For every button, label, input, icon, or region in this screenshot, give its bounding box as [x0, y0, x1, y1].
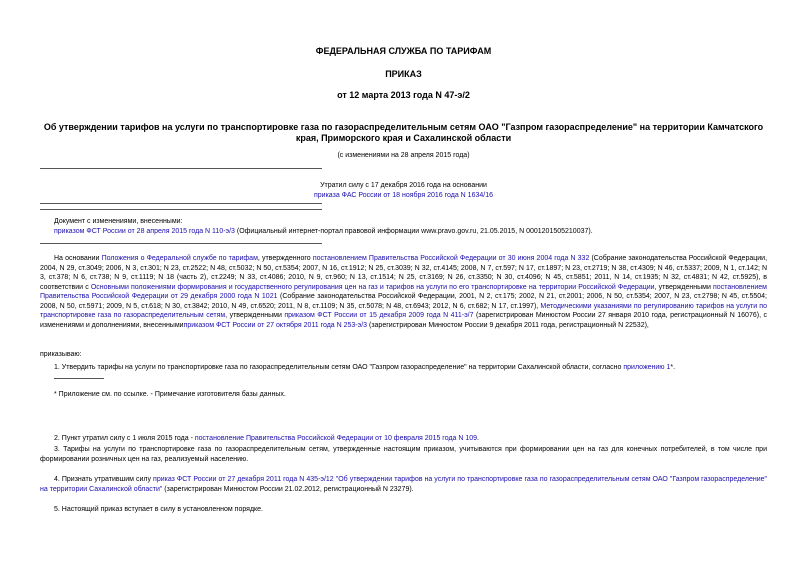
- divider: [40, 168, 322, 169]
- link-fst-order-253[interactable]: приказом ФСТ России от 27 октября 2011 года N 253-э/3: [183, 321, 368, 329]
- link-gov-decree-1021[interactable]: постановлением Правительства Российской Федерации от 29 декабря 2000 года N 1021: [40, 283, 767, 300]
- changes-line: [54, 227, 774, 237]
- agency-heading: ФЕДЕРАЛЬНАЯ СЛУЖБА ПО ТАРИФАМ: [315, 46, 492, 56]
- item-4: 4. Признать утратившим силу приказ ФСТ России от 27 декабря 2011 года N 435-э/12 "Об утверждении тарифов на услуги по транспортировке газа по газораспределительным сетям ОАО "Газпром газораспределение" на территории Сахалинской области" (зарегистрирован Минюстом России 21.02.2012, регистрационный N 23279).: [40, 476, 767, 493]
- doc-type-heading: ПРИКАЗ: [385, 69, 422, 79]
- changes-label: Документ с изменениями, внесенными:: [54, 218, 183, 225]
- link-basic-provisions[interactable]: Основными положениями формирования и государственного регулирования цен на газ и тарифов на услуги по его транспортировке на территории Российской Федерации: [90, 283, 655, 291]
- link-fst-order-435[interactable]: приказ ФСТ России от 27 декабря 2011 года N 435-э/12 "Об утверждении тарифов на услуги по транспортировке газа по газораспределительным сетям ОАО "Газпром газораспределение" на территории Сахалинской области": [40, 476, 767, 493]
- footnote: * Приложение см. по ссылке. - Примечание изготовителя базы данных.: [54, 391, 286, 398]
- link-appendix-1[interactable]: приложению 1: [623, 364, 671, 371]
- footnote-divider: [54, 378, 104, 379]
- expired-link[interactable]: приказа ФАС России от 18 ноября 2016 года N 1634/16: [314, 192, 493, 199]
- link-gov-decree-332[interactable]: постановлением Правительства Российской Федерации от 30 июня 2004 года N 332: [312, 255, 590, 262]
- link-regulation-fst[interactable]: Положения о Федеральной службе по тарифам: [101, 255, 258, 262]
- item-1: 1. Утвердить тарифы на услуги по транспортировке газа по газораспределительным сетям ОАО "Газпром газораспределение" на территории Сахалинской области, согласно приложению 1*.: [54, 364, 676, 371]
- doc-title: Об утверждении тарифов на услуги по транспортировке газа по газораспределительным сетям ОАО "Газпром газораспределение" на территории Камчатского края, Приморского края и Сахалинской области: [43, 122, 764, 143]
- orders-word: приказываю:: [40, 351, 82, 358]
- amend-note: (с изменениями на 28 апреля 2015 года): [337, 152, 470, 159]
- changes-rest: (Официальный интернет-портал правовой информации www.pravo.gov.ru, 21.05.2015, N 0001201505210037).: [234, 228, 593, 235]
- divider: [40, 203, 322, 204]
- item-2: 2. Пункт утратил силу с 1 июля 2015 года - постановление Правительства Российской Федерации от 10 февраля 2015 года N 109.: [54, 435, 479, 442]
- link-methodical-guidelines[interactable]: Методическими указаниями по регулированию тарифов на услуги по транспортировке газа по газораспределительным сетям: [40, 302, 767, 319]
- item-3: 3. Тарифы на услуги по транспортировке газа по газораспределительным сетям, утвержденные настоящим приказом, учитываются при формировании цен на газ для конечных потребителей, в том числе при формировании розничных цен на газ, реализуемый населению.: [40, 446, 767, 463]
- divider: [40, 209, 322, 210]
- divider: [40, 243, 322, 244]
- doc-date-number: от 12 марта 2013 года N 47-э/2: [337, 90, 470, 100]
- item-5: 5. Настоящий приказ вступает в силу в установленном порядке.: [54, 506, 264, 513]
- link-gov-decree-109[interactable]: постановление Правительства Российской Федерации от 10 февраля 2015 года N 109: [194, 435, 478, 442]
- preamble-paragraph: На основании Положения о Федеральной службе по тарифам, утвержденного постановлением Правительства Российской Федерации от 30 июня 2004 года N 332 (Собрание законодательства Российской Федерации, 2004, N 29, ст.3049; 2006, N 3, ст.301; N 23, ст.2522; N 48, ст.5032; N 50, ст.5354; 2007, N 16, ст.1912; N 25, ст.3039; N 32, ст.4145; 2008, N 7, ст.597; N 17, ст.1897; N 23, ст.2719; N 38, ст.4309; N 46, ст.5337; 2009, N 1, ст.142; N 3, ст.378; N 6, ст.738; N 9, ст.1119; N 18 (часть 2), ст.2249; N 33, ст.4086; 2010, N 9, ст.960; N 13, ст.1514; N 25, ст.3169; N 26, ст.3350; N 30, ст.4096; N 45, ст.5851; 2011, N 14, ст.1935; N 32, ст.4831; N 42, ст.5925), в соответствии с Основными положениями формирования и государственного регулирования цен на газ и тарифов на услуги по его транспортировке на территории Российской Федерации, утвержденными постановлением Правительства Российской Федерации от 29 декабря 2000 года N 1021 (Собрание законодательства Российской Федерации, 2001, N 2, ст.175; 2002, N 21, ст.2001; 2006, N 50, ст.5354; 2007, N 23, ст.2798; N 45, ст.5504; 2008, N 50, ст.5971; 2009, N 5, ст.618; N 30, ст.3842; 2010, N 49, ст.6520; 2011, N 8, ст.1109; N 35, ст.5078; N 48, ст.6943; 2012, N 6, ст.682; N 17, ст.1997), Методическими указаниями по регулированию тарифов на услуги по транспортировке газа по газораспределительным сетям, утвержденными приказом ФСТ России от 15 декабря 2009 года N 411-э/7 (зарегистрирован Минюстом России 27 января 2010 года, регистрационный N 16076), с изменениями и дополнениями, внесеннымиприказом ФСТ России от 27 октября 2011 года N 253-э/3 (зарегистрирован Минюстом России 9 декабря 2011 года, регистрационный N 22532),: [40, 255, 768, 329]
- link-fst-order-411[interactable]: приказом ФСТ России от 15 декабря 2009 года N 411-э/7: [284, 312, 474, 319]
- expired-line: Утратил силу с 17 декабря 2016 года на основании: [320, 182, 487, 189]
- changes-link[interactable]: приказом ФСТ России от 28 апреля 2015 года N 110-э/3: [54, 228, 235, 235]
